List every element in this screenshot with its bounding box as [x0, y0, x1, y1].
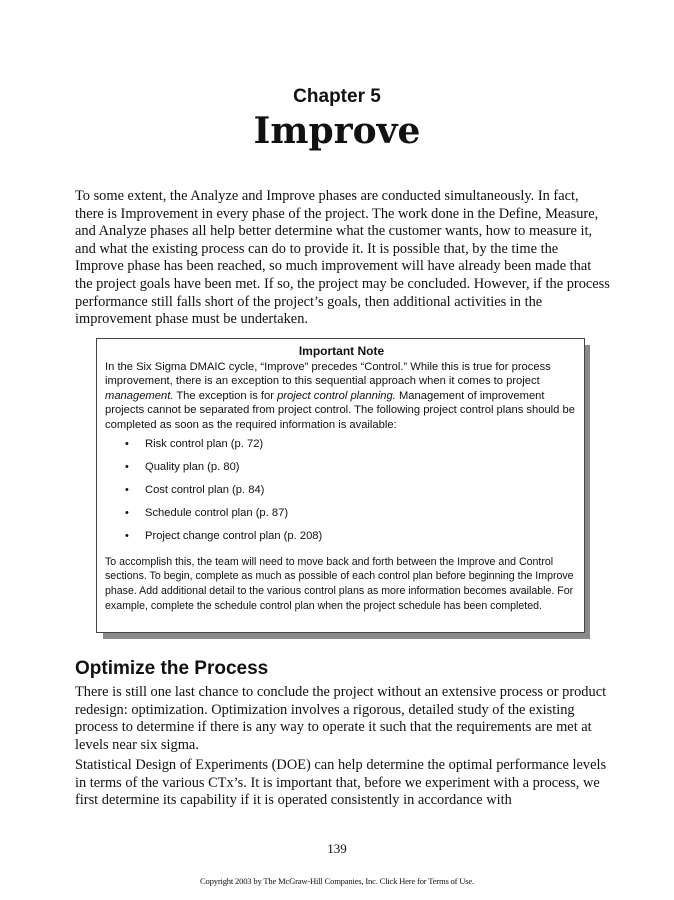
list-item-text: Risk control plan (p. 72) — [145, 437, 264, 450]
copyright-text: Copyright 2003 by The McGraw-Hill Companies, Inc. — [200, 876, 380, 886]
note-text: The exception is for — [173, 389, 278, 402]
terms-of-use-link[interactable]: Click Here for Terms of Use. — [379, 876, 474, 886]
chapter-label: Chapter 5 — [293, 86, 381, 107]
chapter-title: Improve — [253, 110, 421, 152]
list-item — [125, 506, 578, 529]
bullet-icon: • — [125, 437, 129, 450]
list-item — [125, 529, 578, 552]
optimize-paragraph-2: Statistical Design of Experiments (DOE) can help determine the optimal performance levels in terms of the various CTx’s. It is important that, before we experiment with a process, we first determine its capability if it is operated consistently in accordance with — [75, 757, 607, 809]
list-item-text: Schedule control plan (p. 87) — [145, 506, 289, 519]
note-paragraph-1 — [105, 360, 578, 433]
list-item — [125, 460, 578, 483]
note-text: In the Six Sigma DMAIC cycle, “Improve” precedes “Control.” While this is true for process improvement, there is an exception to this sequential approach when it comes to project — [105, 360, 551, 388]
list-item-text: Quality plan (p. 80) — [145, 460, 240, 473]
list-item — [125, 483, 578, 506]
bullet-icon: • — [125, 506, 129, 519]
section-heading-optimize: Optimize the Process — [75, 658, 269, 679]
note-text: Management of improvement projects cannot be separated from project control. The following project control plans should be completed as soon as the required information is available: — [105, 389, 575, 431]
copyright-footer — [0, 876, 674, 886]
list-item-text: Cost control plan (p. 84) — [145, 483, 265, 496]
note-heading: Important Note — [298, 344, 385, 358]
bullet-icon: • — [125, 529, 129, 542]
bullet-icon: • — [125, 460, 129, 473]
list-item-text: Project change control plan (p. 208) — [145, 529, 323, 542]
list-item — [125, 437, 578, 460]
control-plan-list — [105, 437, 578, 552]
bullet-icon: • — [125, 483, 129, 496]
note-paragraph-2: To accomplish this, the team will need to move back and forth between the Improve and Control sections. To begin, complete as much as possible of each control plan before beginning the Improve phase. Add additional detail to the various control plans as more information becomes available. For example, complete the schedule control plan when the project schedule has been completed. — [105, 555, 574, 612]
page-number: 139 — [327, 841, 347, 856]
important-note-box — [96, 338, 585, 633]
optimize-paragraph-1: There is still one last chance to conclude the project without an extensive process or product redesign: optimization. Optimization involves a rigorous, detailed study of the existing process to determine if there is any way to operate it such that the requirements are met at levels near six sigma. — [75, 684, 607, 753]
intro-paragraph: To some extent, the Analyze and Improve phases are conducted simultaneously. In fact, there is Improvement in every phase of the project. The work done in the Define, Measure, and Analyze phases all help better determine what the customer wants, how to measure it, and what the existing process can do to provide it. It is possible that, by the time the Improve phase has been reached, so much improvement will have already been made that the project goals have been met. If so, the project may be concluded. However, if the process performance still falls short of the project’s goals, then additional activities in the improvement phase must be undertaken. — [75, 188, 610, 328]
note-emphasis-management: management. — [105, 389, 174, 402]
note-emphasis-control-planning: project control planning. — [277, 389, 396, 402]
